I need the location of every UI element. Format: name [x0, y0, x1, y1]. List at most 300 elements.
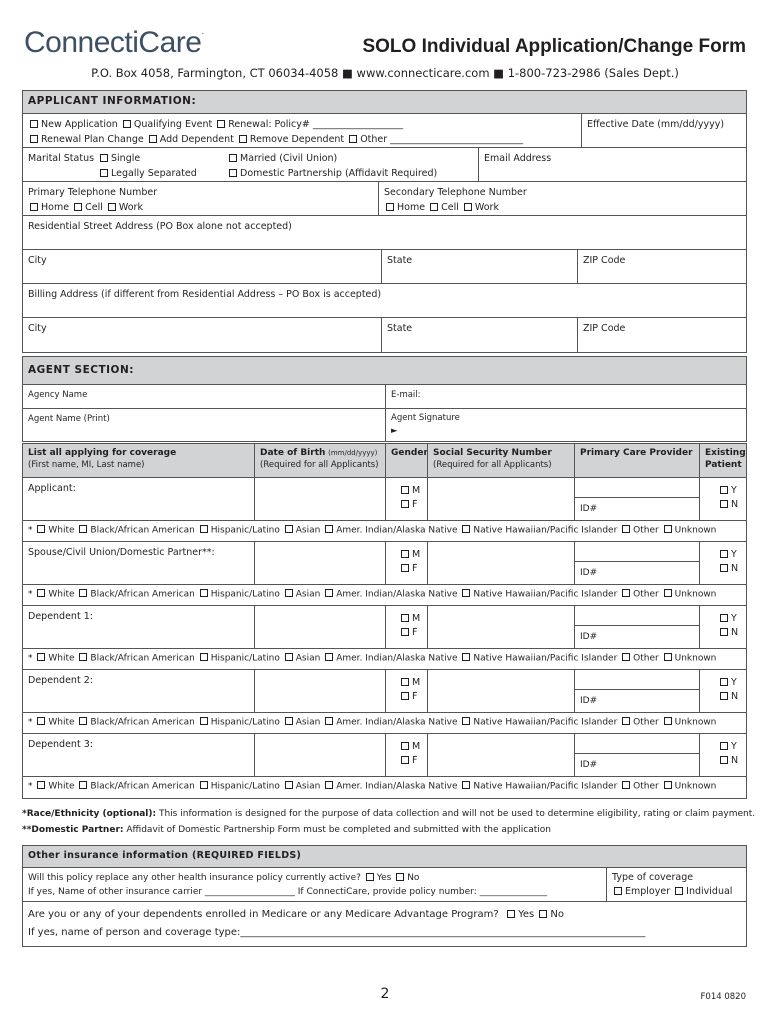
race-white-label: White: [48, 589, 75, 600]
agent-name-field[interactable]: [23, 409, 385, 441]
pcp-divider: [575, 561, 699, 562]
race-other-checkbox[interactable]: [622, 653, 630, 661]
ssn-field[interactable]: [427, 734, 574, 776]
gender-m-checkbox[interactable]: [401, 614, 409, 622]
race-black-label: Black/African American: [90, 589, 195, 600]
gender-m-checkbox[interactable]: [401, 742, 409, 750]
race-hispanic-label: Hispanic/Latino: [210, 525, 280, 536]
race-hawaiian-checkbox[interactable]: [462, 717, 470, 725]
race-asian-label: Asian: [295, 653, 321, 664]
pcp-id-label: ID#: [580, 568, 598, 578]
race-asian-checkbox[interactable]: [285, 717, 293, 725]
primary-work-checkbox[interactable]: [108, 203, 116, 211]
secondary-home-label: Home: [397, 202, 426, 213]
residential-city-field[interactable]: [23, 250, 381, 283]
race-ethnicity-row: [23, 521, 746, 542]
existing-y-checkbox[interactable]: [720, 550, 728, 558]
remove-dependent-checkbox[interactable]: [239, 135, 247, 143]
race-amer-indian-label: Amer. Indian/Alaska Native: [336, 525, 458, 536]
pcp-field[interactable]: [574, 478, 699, 520]
contact-line: P.O. Box 4058, Farmington, CT 06034-4058 ■ www.connecticare.com ■ 1-800-723-2986 (Sales Dept.): [91, 66, 679, 80]
agent-name-row: [23, 409, 746, 441]
race-black-label: Black/African American: [90, 525, 195, 536]
person-label: Applicant:: [28, 483, 76, 494]
race-asian-checkbox[interactable]: [285, 525, 293, 533]
existing-y-label: Y: [731, 485, 737, 496]
race-unknown-checkbox[interactable]: [664, 717, 672, 725]
secondary-work-label: Work: [474, 202, 499, 213]
connecticare-logo: [24, 26, 203, 60]
race-star: *: [28, 653, 33, 664]
race-star: *: [28, 717, 33, 728]
race-note-text: This information is designed for the purpose of data collection and will not be used to determine eligibility, rating or claim payment.: [158, 809, 756, 819]
gender-f-label: F: [412, 691, 418, 702]
race-white-checkbox[interactable]: [37, 717, 45, 725]
race-unknown-label: Unknown: [674, 525, 717, 536]
person-name-field[interactable]: [23, 606, 254, 648]
person-name-field[interactable]: [23, 670, 254, 712]
race-unknown-checkbox[interactable]: [664, 525, 672, 533]
existing-patient-options: [699, 542, 746, 584]
dob-field[interactable]: [254, 478, 385, 520]
col-pcp-header: Primary Care Provider: [580, 448, 693, 458]
race-asian-label: Asian: [295, 781, 321, 792]
primary-work-label: Work: [118, 202, 143, 213]
application-type-row: [23, 114, 746, 148]
race-star: *: [28, 525, 33, 536]
col-dob-subheader: (Required for all Applicants): [260, 460, 379, 470]
race-black-checkbox[interactable]: [79, 717, 87, 725]
race-other-label: Other: [633, 589, 659, 600]
medicare-yes-checkbox[interactable]: [507, 910, 515, 918]
race-hispanic-label: Hispanic/Latino: [210, 781, 280, 792]
race-unknown-label: Unknown: [674, 781, 717, 792]
race-hawaiian-checkbox[interactable]: [462, 589, 470, 597]
renewal-label: Renewal: Policy# ___________________: [228, 119, 404, 130]
existing-n-label: N: [731, 755, 739, 766]
race-other-checkbox[interactable]: [622, 525, 630, 533]
race-amer-indian-label: Amer. Indian/Alaska Native: [336, 589, 458, 600]
col-dob-format: (mm/dd/yyyy): [328, 449, 378, 457]
person-name-field[interactable]: [23, 542, 254, 584]
coverage-person-row: [23, 606, 746, 649]
agent-email-label: E-mail:: [391, 390, 421, 400]
coverage-person-row: [23, 478, 746, 521]
agent-heading: AGENT SECTION:: [23, 357, 746, 385]
existing-y-label: Y: [731, 549, 737, 560]
single-label: Single: [111, 153, 141, 164]
page-number: 2: [380, 986, 390, 1002]
race-black-checkbox[interactable]: [79, 653, 87, 661]
pcp-id-label: ID#: [580, 632, 598, 642]
race-black-checkbox[interactable]: [79, 525, 87, 533]
qualifying-event-checkbox[interactable]: [123, 120, 131, 128]
ssn-field[interactable]: [427, 606, 574, 648]
remove-dependent-label: Remove Dependent: [249, 134, 345, 145]
domestic-partnership-checkbox[interactable]: [229, 169, 237, 177]
race-unknown-label: Unknown: [674, 589, 717, 600]
race-hawaiian-label: Native Hawaiian/Pacific Islander: [473, 589, 618, 600]
existing-y-checkbox[interactable]: [720, 678, 728, 686]
dob-field[interactable]: [254, 734, 385, 776]
married-checkbox[interactable]: [229, 154, 237, 162]
existing-n-label: N: [731, 691, 739, 702]
renewal-plan-change-checkbox[interactable]: [30, 135, 38, 143]
gender-m-label: M: [412, 549, 421, 560]
gender-f-label: F: [412, 499, 418, 510]
race-amer-indian-checkbox[interactable]: [325, 781, 333, 789]
race-hawaiian-checkbox[interactable]: [462, 525, 470, 533]
existing-y-label: Y: [731, 677, 737, 688]
billing-state-field[interactable]: [381, 318, 577, 352]
race-ethnicity-row: [23, 649, 746, 670]
state-label: State: [387, 255, 413, 266]
single-checkbox[interactable]: [100, 154, 108, 162]
residential-address-row: [23, 216, 746, 250]
secondary-telephone-label: Secondary Telephone Number: [384, 187, 527, 198]
race-other-label: Other: [633, 525, 659, 536]
person-label: Dependent 3:: [28, 739, 93, 750]
race-white-checkbox[interactable]: [37, 525, 45, 533]
ssn-field[interactable]: [427, 478, 574, 520]
employer-checkbox[interactable]: [614, 887, 622, 895]
primary-cell-label: Cell: [85, 202, 103, 213]
new-application-label: New Application: [41, 119, 118, 130]
medicare-yes-label: Yes: [518, 909, 535, 920]
existing-n-checkbox[interactable]: [720, 628, 728, 636]
race-unknown-label: Unknown: [674, 653, 717, 664]
race-ethnicity-row: [23, 585, 746, 606]
billing-address-row: [23, 284, 746, 318]
pcp-id-label: ID#: [580, 696, 598, 706]
agent-signature-field[interactable]: [385, 409, 746, 441]
person-label: Dependent 1:: [28, 611, 93, 622]
applicant-information-section: [22, 90, 747, 353]
form-title: SOLO Individual Application/Change Form: [362, 36, 746, 57]
replace-yes-checkbox[interactable]: [366, 873, 374, 881]
gender-f-checkbox[interactable]: [401, 756, 409, 764]
replace-policy-question: Will this policy replace any other health insurance policy currently active?: [28, 873, 361, 883]
renewal-plan-change-label: Renewal Plan Change: [41, 134, 144, 145]
race-white-checkbox[interactable]: [37, 653, 45, 661]
existing-n-checkbox[interactable]: [720, 500, 728, 508]
domestic-partner-note-label: **Domestic Partner:: [22, 825, 124, 835]
email-address-label: Email Address: [484, 153, 552, 164]
employer-label: Employer: [625, 886, 671, 897]
gender-m-checkbox[interactable]: [401, 486, 409, 494]
race-asian-checkbox[interactable]: [285, 589, 293, 597]
race-unknown-label: Unknown: [674, 717, 717, 728]
race-hispanic-label: Hispanic/Latino: [210, 589, 280, 600]
add-dependent-label: Add Dependent: [159, 134, 234, 145]
renewal-checkbox[interactable]: [217, 120, 225, 128]
race-hispanic-label: Hispanic/Latino: [210, 653, 280, 664]
individual-checkbox[interactable]: [675, 887, 683, 895]
existing-n-label: N: [731, 627, 739, 638]
replace-yes-label: Yes: [376, 873, 392, 883]
marital-status-row: [23, 148, 746, 182]
race-unknown-checkbox[interactable]: [664, 781, 672, 789]
pcp-divider: [575, 625, 699, 626]
gender-m-checkbox[interactable]: [401, 550, 409, 558]
other-insurance-heading: Other insurance information (REQUIRED FIELDS): [23, 846, 746, 868]
gender-m-label: M: [412, 485, 421, 496]
race-star: *: [28, 781, 33, 792]
medicare-name-field[interactable]: If yes, name of person and coverage type:_________________________________________________________________________________: [28, 927, 646, 938]
col-dob-header: Date of Birth: [260, 448, 326, 458]
race-unknown-checkbox[interactable]: [664, 589, 672, 597]
replace-no-checkbox[interactable]: [396, 873, 404, 881]
existing-patient-options: [699, 670, 746, 712]
pcp-field[interactable]: [574, 542, 699, 584]
gender-f-label: F: [412, 563, 418, 574]
race-asian-label: Asian: [295, 717, 321, 728]
pcp-divider: [575, 753, 699, 754]
effective-date-field[interactable]: [581, 114, 746, 147]
agency-name-field[interactable]: [23, 385, 385, 408]
agency-row: [23, 385, 746, 409]
gender-options: [385, 542, 427, 584]
agency-name-label: Agency Name: [28, 390, 88, 400]
race-white-label: White: [48, 653, 75, 664]
race-hispanic-checkbox[interactable]: [200, 589, 208, 597]
race-amer-indian-checkbox[interactable]: [325, 525, 333, 533]
race-other-checkbox[interactable]: [622, 589, 630, 597]
person-name-field[interactable]: [23, 478, 254, 520]
pcp-divider: [575, 689, 699, 690]
col-gender-header: Gender: [391, 448, 428, 458]
race-white-label: White: [48, 781, 75, 792]
legally-separated-checkbox[interactable]: [100, 169, 108, 177]
dob-field[interactable]: [254, 670, 385, 712]
primary-home-label: Home: [41, 202, 70, 213]
individual-label: Individual: [686, 886, 733, 897]
existing-y-label: Y: [731, 613, 737, 624]
gender-f-checkbox[interactable]: [401, 564, 409, 572]
race-amer-indian-label: Amer. Indian/Alaska Native: [336, 781, 458, 792]
pcp-id-label: ID#: [580, 504, 598, 514]
applicant-heading: APPLICANT INFORMATION:: [23, 91, 746, 114]
domestic-partner-note-text: Affidavit of Domestic Partnership Form must be completed and submitted with the application: [126, 825, 552, 835]
secondary-work-checkbox[interactable]: [464, 203, 472, 211]
race-black-label: Black/African American: [90, 653, 195, 664]
ssn-field[interactable]: [427, 670, 574, 712]
race-ethnicity-row: [23, 713, 746, 734]
race-asian-label: Asian: [295, 589, 321, 600]
city-label: City: [28, 255, 47, 266]
race-hawaiian-label: Native Hawaiian/Pacific Islander: [473, 781, 618, 792]
race-black-checkbox[interactable]: [79, 589, 87, 597]
race-note-label: *Race/Ethnicity (optional):: [22, 809, 157, 819]
secondary-telephone-field[interactable]: [378, 182, 746, 215]
race-white-checkbox[interactable]: [37, 781, 45, 789]
col-ssn-subheader: (Required for all Applicants): [433, 460, 552, 470]
form-code: F014 0820: [700, 992, 746, 1002]
billing-city-label: City: [28, 323, 47, 334]
billing-zip-field[interactable]: [577, 318, 746, 352]
add-dependent-checkbox[interactable]: [149, 135, 157, 143]
existing-patient-options: [699, 734, 746, 776]
residential-zip-field[interactable]: [577, 250, 746, 283]
race-asian-label: Asian: [295, 525, 321, 536]
secondary-home-checkbox[interactable]: [386, 203, 394, 211]
replace-no-label: No: [407, 873, 420, 883]
existing-n-label: N: [731, 499, 739, 510]
coverage-person-row: [23, 734, 746, 777]
secondary-cell-checkbox[interactable]: [430, 203, 438, 211]
other-insurance-section: [22, 845, 747, 947]
race-asian-checkbox[interactable]: [285, 781, 293, 789]
race-amer-indian-checkbox[interactable]: [325, 653, 333, 661]
race-amer-indian-checkbox[interactable]: [325, 717, 333, 725]
residential-state-field[interactable]: [381, 250, 577, 283]
coverage-person-row: [23, 542, 746, 585]
race-hispanic-label: Hispanic/Latino: [210, 717, 280, 728]
race-hawaiian-checkbox[interactable]: [462, 653, 470, 661]
type-of-coverage-label: Type of coverage: [612, 872, 694, 883]
logo-text-connecti: Connecti: [24, 26, 139, 59]
marital-status-label: Marital Status: [28, 153, 95, 164]
agent-email-field[interactable]: [385, 385, 746, 408]
race-white-checkbox[interactable]: [37, 589, 45, 597]
col-list-header: List all applying for coverage: [28, 448, 177, 458]
billing-city-row: [23, 318, 746, 352]
existing-patient-options: [699, 478, 746, 520]
person-label: Spouse/Civil Union/Domestic Partner**:: [28, 547, 215, 558]
effective-date-label: Effective Date (mm/dd/yyyy): [587, 119, 725, 130]
primary-cell-checkbox[interactable]: [74, 203, 82, 211]
primary-home-checkbox[interactable]: [30, 203, 38, 211]
existing-n-label: N: [731, 563, 739, 574]
gender-f-checkbox[interactable]: [401, 500, 409, 508]
residential-city-row: [23, 250, 746, 284]
coverage-person-row: [23, 670, 746, 713]
race-hawaiian-label: Native Hawaiian/Pacific Islander: [473, 653, 618, 664]
pcp-field[interactable]: [574, 670, 699, 712]
race-hispanic-checkbox[interactable]: [200, 717, 208, 725]
legally-separated-label: Legally Separated: [111, 168, 197, 179]
race-other-label: Other: [633, 717, 659, 728]
gender-options: [385, 478, 427, 520]
residential-address-label: Residential Street Address (PO Box alone not accepted): [28, 221, 292, 232]
person-label: Dependent 2:: [28, 675, 93, 686]
gender-m-label: M: [412, 613, 421, 624]
married-label: Married (Civil Union): [240, 153, 338, 164]
coverage-table-header: [23, 444, 746, 478]
col-list-subheader: (First name, MI, Last name): [28, 460, 145, 470]
existing-y-checkbox[interactable]: [720, 614, 728, 622]
agent-section: [22, 356, 747, 442]
pcp-divider: [575, 497, 699, 498]
gender-options: [385, 734, 427, 776]
existing-n-checkbox[interactable]: [720, 692, 728, 700]
billing-city-field[interactable]: [23, 318, 381, 352]
pcp-id-label: ID#: [580, 760, 598, 770]
ssn-field[interactable]: [427, 542, 574, 584]
agent-name-label: Agent Name (Print): [28, 414, 110, 424]
race-star: *: [28, 589, 33, 600]
agent-signature-label: Agent Signature: [391, 413, 460, 423]
billing-address-field[interactable]: [23, 284, 746, 317]
secondary-cell-label: Cell: [441, 202, 459, 213]
medicare-no-checkbox[interactable]: [539, 910, 547, 918]
race-other-checkbox[interactable]: [622, 717, 630, 725]
dob-field[interactable]: [254, 606, 385, 648]
existing-y-checkbox[interactable]: [720, 742, 728, 750]
billing-address-label: Billing Address (if different from Residential Address – PO Box is accepted): [28, 289, 382, 300]
pcp-field[interactable]: [574, 734, 699, 776]
new-application-checkbox[interactable]: [30, 120, 38, 128]
race-other-checkbox[interactable]: [622, 781, 630, 789]
medicare-no-label: No: [550, 909, 565, 920]
billing-zip-label: ZIP Code: [583, 323, 626, 334]
gender-f-checkbox[interactable]: [401, 628, 409, 636]
race-black-label: Black/African American: [90, 717, 195, 728]
medicare-question: Are you or any of your dependents enrolled in Medicare or any Medicare Advantage Program?: [28, 909, 499, 920]
race-other-label: Other: [633, 653, 659, 664]
race-white-label: White: [48, 525, 75, 536]
gender-f-checkbox[interactable]: [401, 692, 409, 700]
primary-telephone-field[interactable]: [23, 182, 378, 215]
email-address-field[interactable]: [478, 148, 746, 181]
coverage-table: [22, 443, 747, 799]
race-other-label: Other: [633, 781, 659, 792]
person-name-field[interactable]: [23, 734, 254, 776]
gender-options: [385, 606, 427, 648]
domestic-partnership-label: Domestic Partnership (Affidavit Required): [240, 168, 438, 179]
dob-field[interactable]: [254, 542, 385, 584]
qualifying-event-label: Qualifying Event: [133, 119, 213, 130]
footnotes: [22, 806, 755, 838]
race-amer-indian-label: Amer. Indian/Alaska Native: [336, 717, 458, 728]
other-label: Other ____________________________: [360, 134, 524, 145]
billing-state-label: State: [387, 323, 413, 334]
residential-address-field[interactable]: [23, 216, 746, 249]
replace-policy-row: [23, 868, 746, 902]
gender-f-label: F: [412, 627, 418, 638]
other-carrier-field[interactable]: If yes, Name of other insurance carrier ____________________ If ConnectiCare, provide policy number: _______________: [28, 887, 548, 897]
race-hawaiian-label: Native Hawaiian/Pacific Islander: [473, 525, 618, 536]
existing-y-label: Y: [731, 741, 737, 752]
primary-telephone-label: Primary Telephone Number: [28, 187, 158, 198]
race-unknown-checkbox[interactable]: [664, 653, 672, 661]
race-hawaiian-checkbox[interactable]: [462, 781, 470, 789]
race-amer-indian-label: Amer. Indian/Alaska Native: [336, 653, 458, 664]
col-ssn-header: Social Security Number: [433, 448, 552, 458]
race-hispanic-checkbox[interactable]: [200, 525, 208, 533]
zip-label: ZIP Code: [583, 255, 626, 266]
gender-f-label: F: [412, 755, 418, 766]
gender-m-checkbox[interactable]: [401, 678, 409, 686]
race-asian-checkbox[interactable]: [285, 653, 293, 661]
race-hispanic-checkbox[interactable]: [200, 781, 208, 789]
gender-m-label: M: [412, 677, 421, 688]
existing-n-checkbox[interactable]: [720, 756, 728, 764]
telephone-row: [23, 182, 746, 216]
race-black-label: Black/African American: [90, 781, 195, 792]
medicare-row: [23, 902, 746, 946]
race-black-checkbox[interactable]: [79, 781, 87, 789]
existing-n-checkbox[interactable]: [720, 564, 728, 572]
existing-y-checkbox[interactable]: [720, 486, 728, 494]
race-amer-indian-checkbox[interactable]: [325, 589, 333, 597]
race-hispanic-checkbox[interactable]: [200, 653, 208, 661]
race-ethnicity-row: [23, 777, 746, 798]
race-hawaiian-label: Native Hawaiian/Pacific Islander: [473, 717, 618, 728]
gender-options: [385, 670, 427, 712]
pcp-field[interactable]: [574, 606, 699, 648]
other-checkbox[interactable]: [349, 135, 357, 143]
